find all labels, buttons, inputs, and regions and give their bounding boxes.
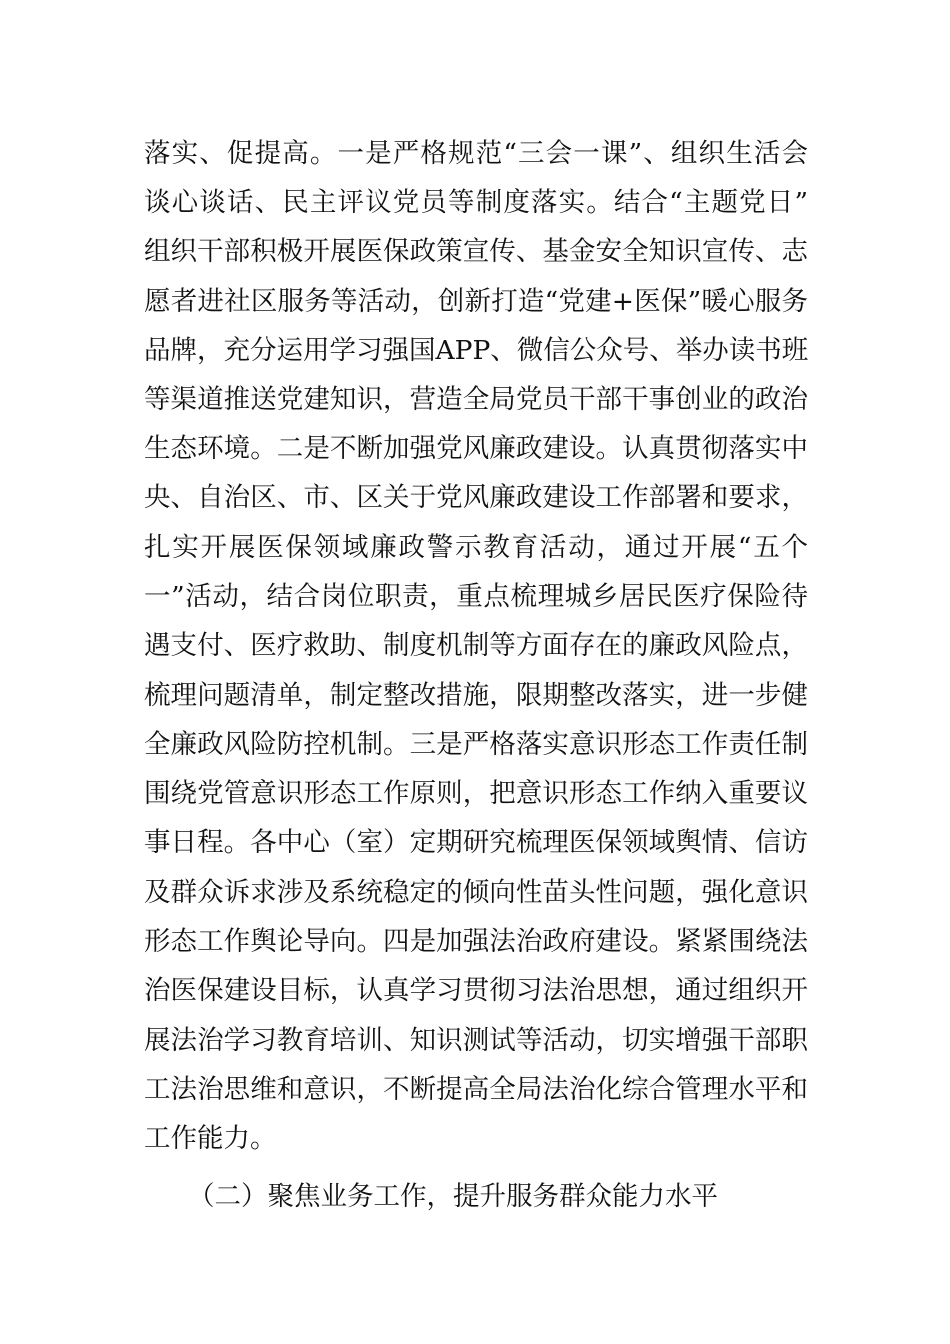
body-text-line: 等渠道推送党建知识，营造全局党员干部干事创业的政治: [144, 384, 808, 415]
body-text-line: 围绕党管意识形态工作原则，把意识形态工作纳入重要议: [144, 778, 808, 809]
body-text-line: 工作能力。: [144, 1123, 277, 1154]
body-text-line: 全廉政风险防控机制。三是严格落实意识形态工作责任制: [144, 729, 808, 760]
body-text-line: 展法治学习教育培训、知识测试等活动，切实增强干部职: [144, 1025, 808, 1056]
body-text-line: 梳理问题清单，制定整改措施，限期整改落实，进一步健: [144, 680, 808, 711]
body-text-line: 落实、促提高。一是严格规范“三会一课”、组织生活会: [144, 138, 808, 169]
body-text-line: 央、自治区、市、区关于党风廉政建设工作部署和要求，: [144, 482, 808, 513]
body-text-line: 组织干部积极开展医保政策宣传、基金安全知识宣传、志: [144, 236, 808, 267]
body-text-line: 遇支付、医疗救助、制度机制等方面存在的廉政风险点，: [144, 630, 808, 661]
section-heading: （二）聚焦业务工作，提升服务群众能力水平: [188, 1181, 718, 1212]
body-text-line: 谈心谈话、民主评议党员等制度落实。结合“主题党日”: [144, 187, 808, 218]
body-text-line: 事日程。各中心（室）定期研究梳理医保领域舆情、信访: [144, 827, 808, 858]
body-text-line: 愿者进社区服务等活动，创新打造“党建+医保”暖心服务: [144, 286, 808, 317]
body-text-line: 生态环境。二是不断加强党风廉政建设。认真贯彻落实中: [144, 433, 808, 464]
body-text-line: 工法治思维和意识，不断提高全局法治化综合管理水平和: [144, 1074, 808, 1105]
body-text-line: 品牌，充分运用学习强国APP、微信公众号、举办读书班: [144, 335, 809, 366]
body-text-line: 治医保建设目标，认真学习贯彻习法治思想，通过组织开: [144, 975, 808, 1006]
body-text-line: 一”活动，结合岗位职责，重点梳理城乡居民医疗保险待: [144, 581, 808, 612]
body-text-line: 扎实开展医保领域廉政警示教育活动，通过开展“五个: [144, 532, 808, 563]
body-text-line: 形态工作舆论导向。四是加强法治政府建设。紧紧围绕法: [144, 926, 808, 957]
body-text-line: 及群众诉求涉及系统稳定的倾向性苗头性问题，强化意识: [144, 877, 808, 908]
